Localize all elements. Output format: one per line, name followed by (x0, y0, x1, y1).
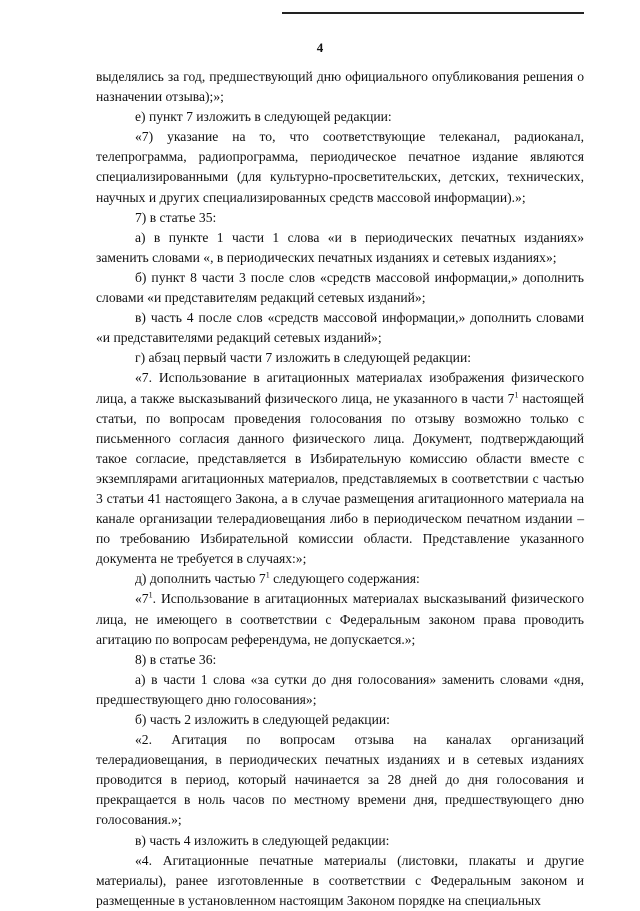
paragraph (96, 569, 584, 589)
paragraph-text: д) дополнить частью 7 (135, 571, 266, 587)
paragraph: в) часть 4 после слов «средств массовой информации,» дополнить словами «и представителями редакций сетевых изданий»; (96, 310, 584, 346)
paragraph-text: «7 (135, 591, 149, 607)
paragraph (96, 589, 584, 649)
paragraph: б) часть 2 изложить в следующей редакции: (135, 712, 390, 727)
paragraph-text: «7. Использование в агитационных материалах изображения физического лица, а также высказываний физического лица, не указанного в части 7 (96, 370, 584, 406)
paragraph: а) в части 1 слова «за сутки до дня голосования» заменить словами «дня, предшествующего дню голосования»; (96, 671, 584, 707)
paragraph: б) пункт 8 части 3 после слов «средств массовой информации,» дополнить словами «и представителям редакций сетевых изданий»; (96, 269, 584, 306)
paragraph: «4. Агитационные печатные материалы (листовки, плакаты и другие материалы), ранее изготовленные в соответствии с Федеральным законом и размещенные в установленном настоящим Законом порядке на специальных (96, 852, 584, 908)
paragraph: е) пункт 7 изложить в следующей редакции: (135, 109, 392, 125)
page-number: 4 (316, 40, 324, 55)
superscript: 1 (514, 389, 519, 399)
paragraph: г) абзац первый части 7 изложить в следующей редакции: (135, 350, 472, 366)
document-body (96, 67, 584, 911)
top-rule (282, 12, 584, 14)
paragraph: 7) в статье 35: (135, 209, 217, 225)
paragraph: «7) указание на то, что соответствующие телеканал, радиоканал, телепрограмма, радиопрограмма, периодическое печатное издание являются специализированными (для культурно-просветительских, детских, технических, научных и других специализированных средств массовой информации).»; (96, 129, 584, 205)
paragraph: выделялись за год, предшествующий дню официального опубликования решения о назначении отзыва);»; (96, 69, 584, 105)
paragraph-text: следующего содержания: (269, 571, 420, 587)
superscript: 1 (265, 570, 270, 580)
paragraph: «2. Агитация по вопросам отзыва на каналах организаций телерадиовещания, в периодических печатных изданиях и в сетевых изданиях проводится в период, который начинается за 28 дней до дня голосования и прекращается в ноль часов по местному времени дня, предшествующего дню голосования.»; (96, 732, 584, 828)
paragraph (96, 368, 584, 569)
paragraph-text: настоящей статьи, по вопросам проведения голосования по отзыву возможно только с письменного согласия данного физического лица. Документ, подтверждающий такое согласие, представляется в Избирательную комиссию области вместе с экземплярами агитационных материалов, представляемых в соответствии с частью 3 статьи 41 настоящего Закона, а в случае размещения агитационного материала на канале организации телерадиовещания либо в периодическом печатном издании – по требованию Избирательной комиссии области. Представление указанного документа не требуется в случаях:»; (96, 390, 584, 567)
superscript: 1 (148, 590, 153, 600)
paragraph: 8) в статье 36: (135, 651, 217, 667)
paragraph-text: . Использование в агитационных материалах высказываний физического лица, не имеющего в соответствии с Федеральным законом права проводить агитацию по вопросам референдума, не допускается.»; (96, 591, 584, 647)
paragraph: а) в пункте 1 части 1 слова «и в периодических печатных изданиях» заменить словами «, в периодических печатных изданиях и сетевых изданиях»; (96, 229, 584, 265)
paragraph: в) часть 4 изложить в следующей редакции: (135, 832, 390, 848)
